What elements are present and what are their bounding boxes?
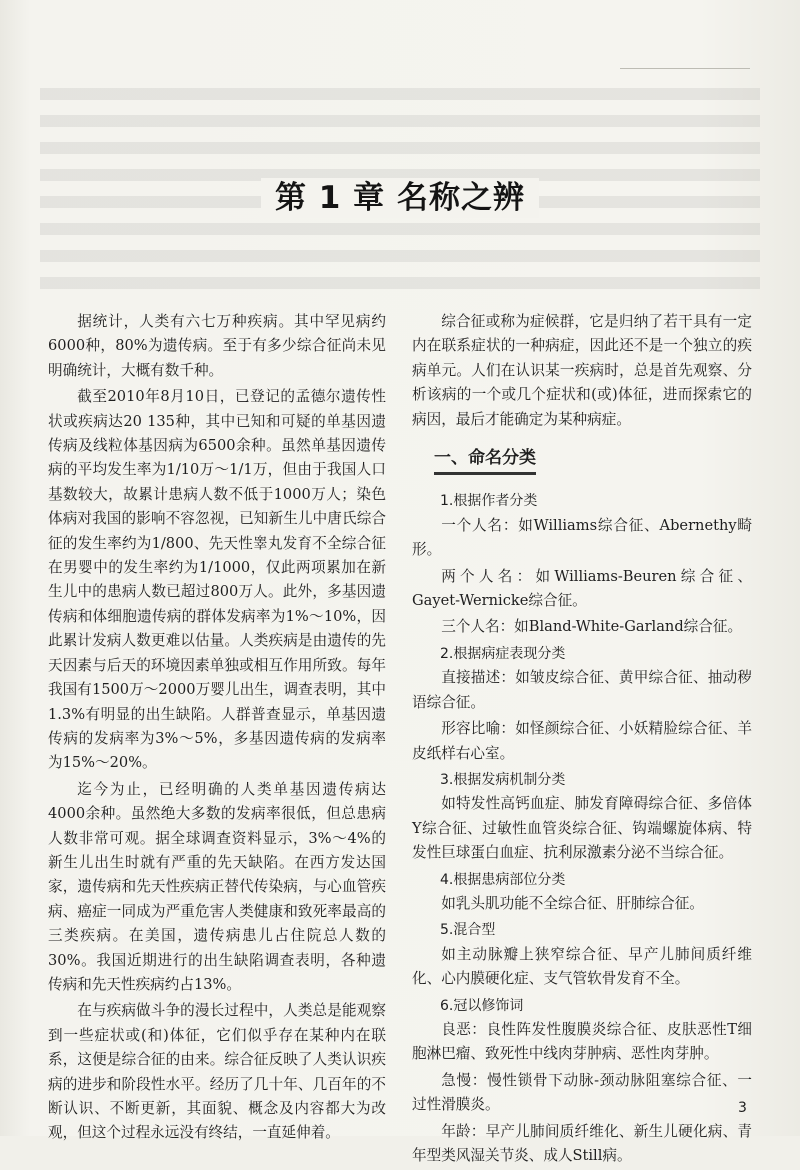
- page-number: 3: [738, 1100, 747, 1116]
- right-intro-paragraph: 综合征或称为症候群，它是归纳了若干具有一定内在联系症状的一种病症，因此还不是一个独立的疾病单元。人们在认识某一疾病时，总是首先观察、分析该病的一个或几个症状和(或)体征，进而探索它的病因，最后才能确定为某种病症。: [412, 313, 752, 428]
- group-item: 一个人名：如Williams综合征、Abernethy畸形。: [412, 516, 752, 559]
- group-item: 年龄：早产儿肺间质纤维化、新生儿硬化病、青年型类风湿关节炎、成人Still病。: [412, 1122, 752, 1164]
- left-paragraph-2: 截至2010年8月10日，已登记的孟德尔遗传性状或疾病达20 135种，其中已知和可疑的单基因遗传病及线粒体基因病为6500余种。虽然单基因遗传病的平均发生率为1/10万～1/1万，但由于我国人口基数较大，故累计患病人数不低于1000万人；染色体病对我国的影响不容忽视，已知新生儿中唐氏综合征的发生率约为1/800、先天性睾丸发育不全综合征在男婴中的发生率约为1/1000，仅此两项累加在新生儿中的患病人数已超过800万人。此外，多基因遗传病和体细胞遗传病的群体发病率为1%～10%，因此累计发病人数更难以估量。人类疾病是由遗传的先天因素与后天的环境因素单独或相互作用所致。每年我国有1500万～2000万婴儿出生，调查表明，其中1.3%有明显的出生缺陷。人群普查显示，单基因遗传病的发病率为3%～5%，多基因遗传病的发病率为15%～20%。: [48, 388, 386, 772]
- group-heading: 1.根据作者分类: [440, 493, 538, 510]
- section-heading: 一、命名分类: [434, 446, 536, 475]
- group-heading: 5.混合型: [440, 922, 496, 939]
- left-paragraph-4: 在与疾病做斗争的漫长过程中，人类总是能观察到一些症状或(和)体征，它们似乎存在某种内在联系，这便是综合征的由来。综合征反映了人类认识疾病的进步和阶段性水平。经历了几十年、几百年的不断认识、不断更新，其面貌、概念及内容都大为改观，但这个过程永远没有终结，一直延伸着。: [48, 1002, 386, 1142]
- group-item: 两个人名：如Williams-Beuren综合征、Gayet-Wernicke综合征。: [412, 567, 752, 610]
- running-header-rule: [620, 68, 750, 69]
- group-item: 如乳头肌功能不全综合征、肝肺综合征。: [441, 894, 704, 912]
- group-item: 直接描述：如皱皮综合征、黄甲综合征、抽动秽语综合征。: [412, 669, 752, 711]
- group-heading: 3.根据发病机制分类: [440, 771, 566, 788]
- group-item: 三个人名：如Bland-White-Garland综合征。: [441, 618, 743, 636]
- left-paragraph-1: 据统计，人类有六七万种疾病。其中罕见病约6000种，80%为遗传病。至于有多少综合征尚未见明确统计，大概有数千种。: [48, 313, 386, 379]
- group-item: 形容比喻：如怪颜综合征、小妖精脸综合征、羊皮纸样右心室。: [412, 720, 752, 762]
- group-item: 良恶：良性阵发性腹膜炎综合征、皮肤恶性T细胞淋巴瘤、致死性中线肉芽肿病、恶性肉芽肿。: [412, 1020, 752, 1063]
- left-paragraph-3: 迄今为止，已经明确的人类单基因遗传病达4000余种。虽然绝大多数的发病率很低，但总患病人数非常可观。据全球调查资料显示，3%～4%的新生儿出生时就有严重的先天缺陷。在西方发达国家，遗传病和先天性疾病正替代传染病，与心血管疾病、癌症一同成为严重危害人类健康和致死率最高的三类疾病。在美国，遗传病患儿占住院总人数的30%。我国近期进行的出生缺陷调查表明，各种遗传病和先天性疾病约占13%。: [48, 780, 386, 993]
- group-heading: 6.冠以修饰词: [440, 997, 524, 1014]
- group-heading: 4.根据患病部位分类: [440, 871, 566, 888]
- group-item: 急慢：慢性锁骨下动脉-颈动脉阻塞综合征、一过性滑膜炎。: [412, 1071, 752, 1114]
- left-column: [48, 310, 386, 1148]
- chapter-title-text: 第 1 章 名称之辨: [261, 178, 539, 218]
- group-item: 如主动脉瓣上狭窄综合征、早产儿肺间质纤维化、心内膜硬化症、支气管软骨发育不全。: [412, 945, 752, 988]
- group-heading: 2.根据病症表现分类: [440, 645, 566, 662]
- right-column: [412, 310, 752, 1170]
- group-item: 如特发性高钙血症、肺发育障碍综合征、多倍体Y综合征、过敏性血管炎综合征、钩端螺旋体病、特发性巨球蛋白血症、抗利尿激素分泌不当综合征。: [412, 795, 752, 862]
- chapter-title: [0, 172, 800, 217]
